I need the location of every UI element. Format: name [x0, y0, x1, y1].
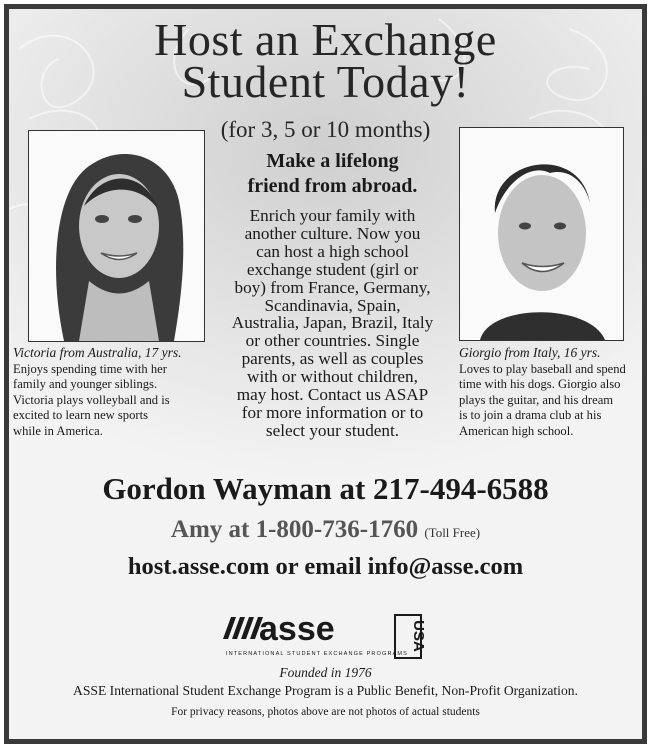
body-line: for more information or to [241, 402, 424, 422]
left-student-bio-line: Victoria plays volleyball and is [13, 392, 170, 407]
headline [214, 149, 451, 199]
left-student-bio-line: excited to learn new sports [13, 408, 148, 422]
headline-line: Make a lifelong [266, 150, 399, 172]
body-line: can host a high school [256, 241, 409, 261]
body-line: with or without children, [247, 367, 418, 387]
body-line: Australia, Japan, Brazil, Italy [231, 313, 434, 333]
logo-wordmark: asse [259, 610, 335, 648]
footer-organization: ASSE International Student Exchange Program is a Public Benefit, Non-Profit Organization. [73, 683, 578, 698]
body-line: select your student. [265, 420, 400, 440]
right-student-photo [459, 127, 624, 341]
right-student-bio-line: Loves to play baseball and spend [459, 361, 626, 376]
body-line: boy) from France, Germany, [234, 277, 431, 297]
founded-line: Founded in 1976 [279, 665, 372, 680]
left-student-name: Victoria from Australia, 17 yrs. [13, 345, 182, 360]
logo-tagline: INTERNATIONAL STUDENT EXCHANGE PROGRAMS [225, 651, 409, 657]
asse-logo-mark [209, 609, 449, 669]
right-student-name: Giorgio from Italy, 16 yrs. [459, 345, 601, 360]
body-copy [205, 207, 460, 440]
contact-secondary-line [9, 516, 642, 544]
body-line: may host. Contact us ASAP [236, 385, 429, 405]
right-student-bio-line: plays the guitar, and his dream [459, 392, 614, 407]
left-student-bio-line: while in America. [13, 423, 103, 438]
contact-secondary: Amy at 1-800-736-1760 [170, 516, 419, 543]
logo-usa-box: USA [410, 620, 427, 652]
asse-logo [209, 609, 449, 669]
right-student-bio-line: American high school. [459, 423, 574, 438]
footer-privacy-note: For privacy reasons, photos above are not photos of actual students [171, 706, 480, 718]
body-line: or other countries. Single [245, 331, 420, 351]
ad-frame [4, 4, 647, 744]
body-line: Enrich your family with [249, 206, 416, 225]
title-line-1: Host an Exchange [154, 14, 497, 65]
contact-web-email: host.asse.com or email info@asse.com [127, 553, 524, 580]
body-line: Scandinavia, Spain, [264, 295, 401, 315]
body-line: parents, as well as couples [241, 349, 424, 369]
body-line: another culture. Now you [244, 223, 421, 243]
right-student-bio-line: time with his dogs. Giorgio also [459, 377, 621, 391]
left-student-bio-line: family and younger siblings. [13, 377, 158, 391]
right-student-caption [459, 345, 639, 439]
left-student-bio-line: Enjoys spending time with her [13, 361, 167, 376]
toll-free-note: (Toll Free) [424, 525, 481, 540]
title-line-2: Student Today! [181, 56, 470, 107]
right-student-bio-line: is to join a drama club at his [459, 408, 602, 422]
left-student-photo [28, 130, 205, 342]
subtitle: (for 3, 5 or 10 months) [220, 117, 431, 142]
contact-primary: Gordon Wayman at 217-494-6588 [102, 471, 549, 506]
headline-line: friend from abroad. [247, 175, 418, 197]
body-line: exchange student (girl or [246, 259, 419, 279]
left-student-caption [13, 345, 213, 439]
